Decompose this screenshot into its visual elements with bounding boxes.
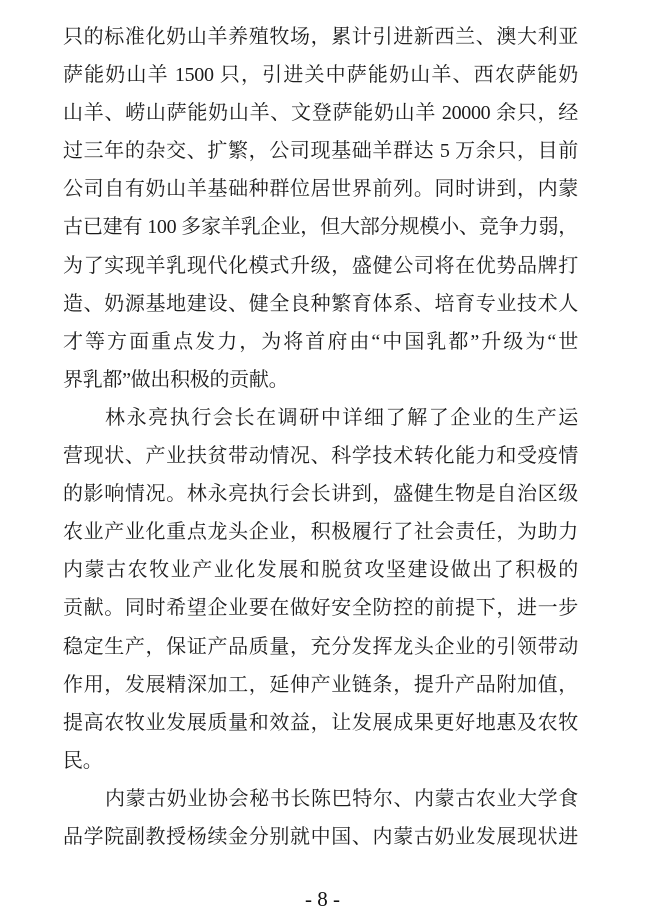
text-line: 才等方面重点发力，为将首府由“中国乳都”升级为“世 <box>63 330 578 353</box>
paragraph-3 <box>63 780 578 856</box>
text-line: 的影响情况。林永亮执行会长讲到，盛健生物是自治区级 <box>63 483 578 506</box>
text-line: 内蒙古奶业协会秘书长陈巴特尔、内蒙古农业大学食 <box>105 787 578 810</box>
text-line: 萨能奶山羊 1500 只，引进关中萨能奶山羊、西农萨能奶 <box>63 64 578 87</box>
text-line: 农业产业化重点龙头企业，积极履行了社会责任，为助力 <box>63 521 578 544</box>
text-line: 林永亮执行会长在调研中详细了解了企业的生产运 <box>105 406 578 429</box>
text-line: 提高农牧业发展质量和效益，让发展成果更好地惠及农牧 <box>63 711 578 734</box>
text-line: 过三年的杂交、扩繁，公司现基础羊群达 5 万余只，目前 <box>63 140 578 163</box>
text-line: 古已建有 100 多家羊乳企业，但大部分规模小、竞争力弱， <box>63 216 578 239</box>
page-number: - 8 - <box>305 887 340 911</box>
text-line: 贡献。同时希望企业要在做好安全防控的前提下，进一步 <box>63 597 578 620</box>
text-line: 作用，发展精深加工，延伸产业链条，提升产品附加值， <box>63 673 578 696</box>
text-line: 民。 <box>63 749 103 772</box>
text-line: 营现状、产业扶贫带动情况、科学技术转化能力和受疫情 <box>63 445 578 468</box>
text-line: 为了实现羊乳现代化模式升级，盛健公司将在优势品牌打 <box>63 254 578 277</box>
paragraph-1 <box>63 18 578 399</box>
text-line: 稳定生产，保证产品质量，充分发挥龙头企业的引领带动 <box>63 635 578 658</box>
text-line: 只的标准化奶山羊养殖牧场，累计引进新西兰、澳大利亚 <box>63 26 578 48</box>
paragraph-2 <box>63 399 578 780</box>
text-line: 品学院副教授杨续金分别就中国、内蒙古奶业发展现状进 <box>63 825 578 848</box>
text-line: 界乳都”做出积极的贡献。 <box>63 368 289 391</box>
text-line: 造、奶源基地建设、健全良种繁育体系、培育专业技术人 <box>63 292 578 315</box>
body-text <box>63 18 578 856</box>
text-line: 内蒙古农牧业产业化发展和脱贫攻坚建设做出了积极的 <box>63 559 578 582</box>
text-line: 山羊、崂山萨能奶山羊、文登萨能奶山羊 20000 余只，经 <box>63 102 578 125</box>
text-line: 公司自有奶山羊基础种群位居世界前列。同时讲到，内蒙 <box>63 178 578 201</box>
